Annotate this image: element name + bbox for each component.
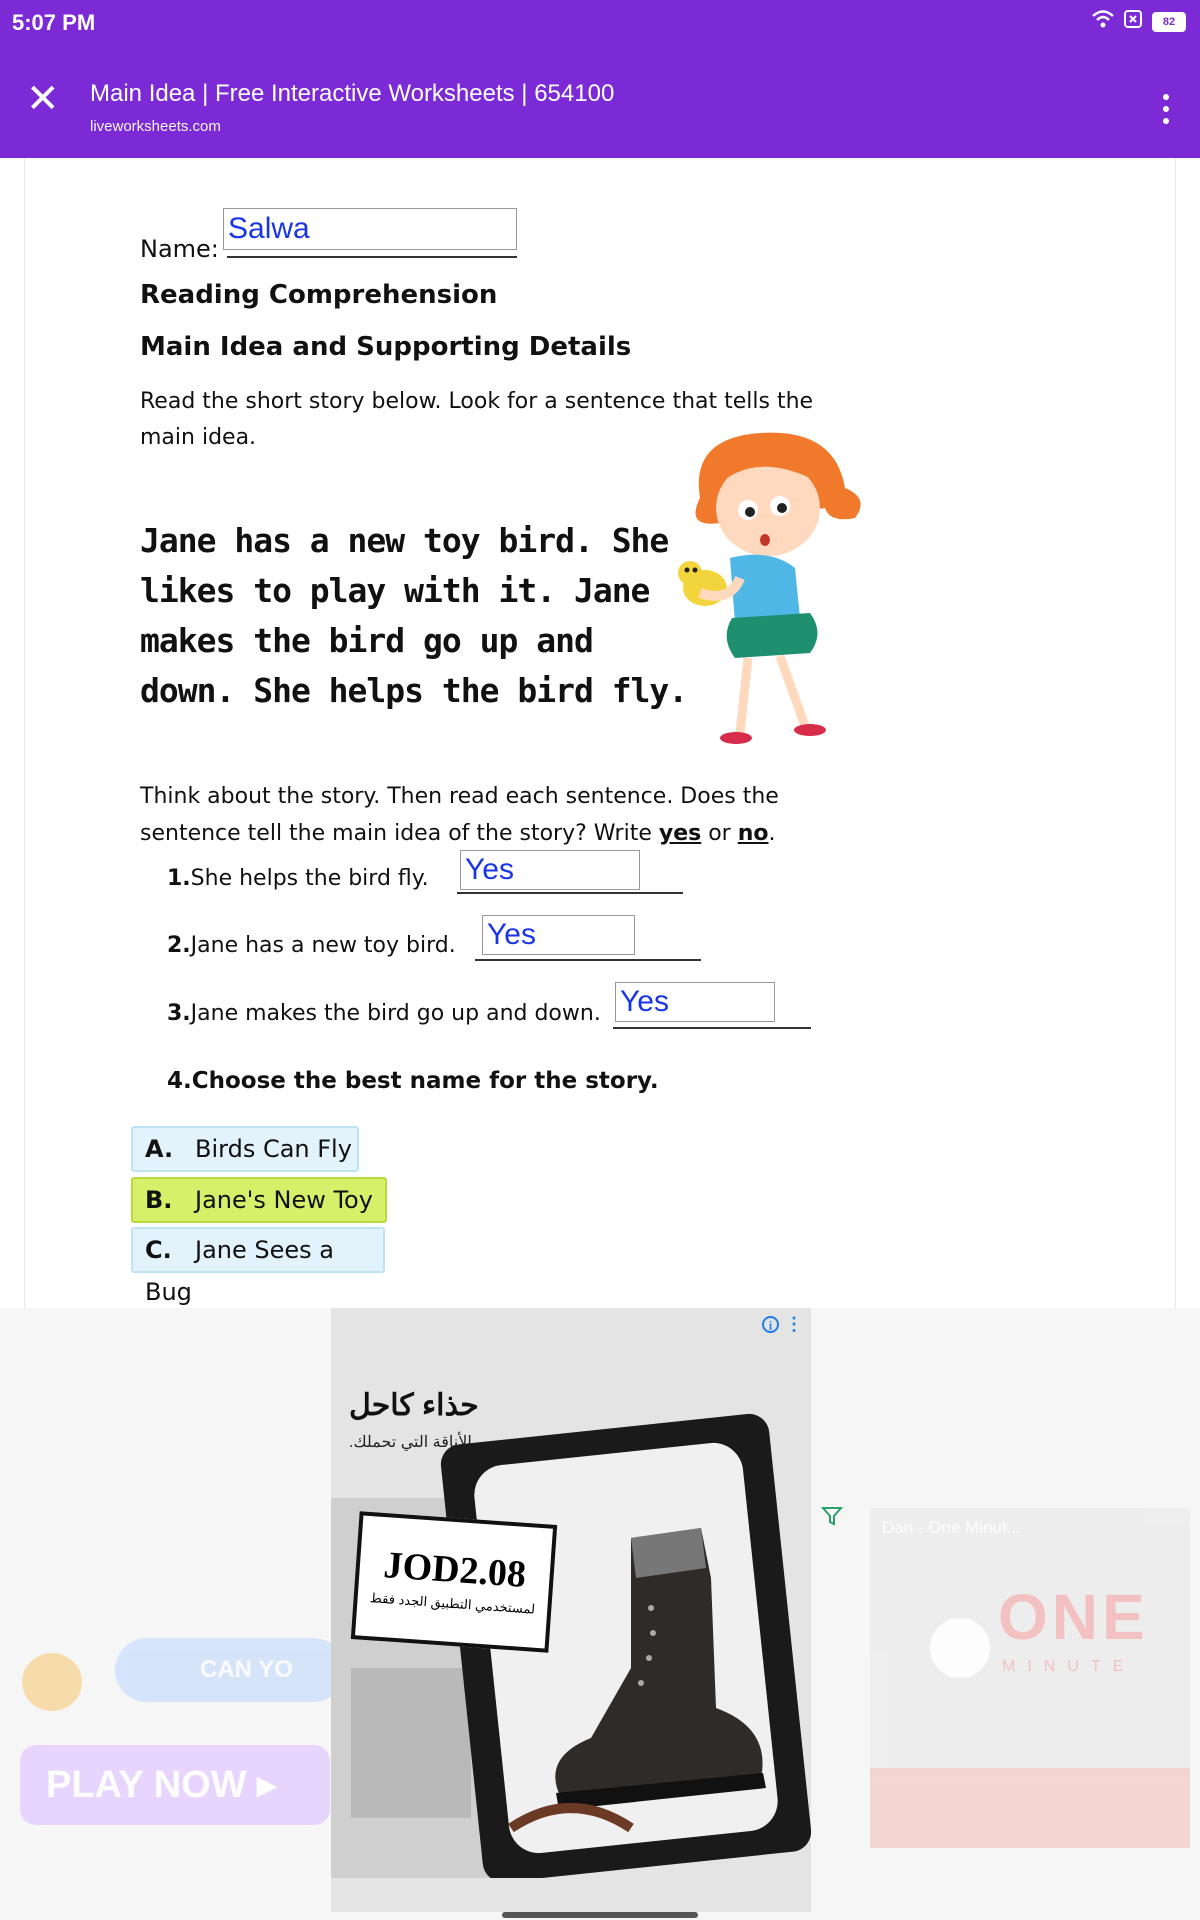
heading-reading-comprehension: Reading Comprehension: [140, 280, 498, 310]
answer-underline: [475, 959, 701, 961]
screenshot-icon: [1124, 10, 1142, 33]
question-3: 3.Jane makes the bird go up and down.: [167, 1001, 601, 1026]
video-thumbnail-strip: [870, 1768, 1190, 1848]
home-indicator[interactable]: [502, 1912, 698, 1918]
page-title: Main Idea | Free Interactive Worksheets | 654100: [90, 80, 615, 107]
game-character-icon: [22, 1653, 82, 1711]
shoe-advertisement[interactable]: [331, 1308, 811, 1912]
ad-menu-icon[interactable]: ⋮: [785, 1314, 803, 1334]
play-now-button[interactable]: PLAY NOW ▸: [20, 1745, 330, 1825]
wifi-icon: [1092, 10, 1114, 33]
video-logo: ONE: [998, 1581, 1149, 1653]
status-time: 5:07 PM: [12, 10, 96, 35]
girl-with-bird-illustration: [660, 428, 920, 758]
price-tag: [351, 1511, 557, 1653]
game-sound-pill[interactable]: CAN YO: [115, 1638, 345, 1702]
no-keyword: no: [737, 821, 769, 846]
choice-a[interactable]: A. Birds Can Fly: [131, 1126, 359, 1172]
story-text: Jane has a new toy bird. She likes to play with it. Jane makes the bird go up and down. She helps the bird fly.: [140, 521, 688, 710]
ad-price-note: لمستخدمي التطبيق الجدد فقط: [369, 1590, 536, 1617]
browser-app-bar: [0, 46, 1200, 158]
status-bar: [0, 0, 1200, 46]
ad-area: [0, 1308, 1200, 1920]
answer-input-3[interactable]: Yes: [615, 982, 775, 1022]
battery-icon: 82: [1152, 12, 1186, 32]
play-icon[interactable]: [930, 1618, 990, 1678]
choice-c[interactable]: C. Jane Sees a Bug: [131, 1227, 385, 1273]
ad-subline: الأناقة التي تحملك.: [349, 1434, 472, 1451]
question-4: 4.Choose the best name for the story.: [167, 1068, 659, 1094]
name-underline: [227, 256, 517, 258]
instruction-text: Read the short story below. Look for a sentence that tells the main idea.: [140, 389, 814, 450]
ad-headline: حذاء كاحل: [349, 1389, 479, 1422]
video-logo-sub: MINUTE: [1002, 1658, 1136, 1675]
answer-input-2[interactable]: Yes: [482, 915, 635, 955]
answer-input-1[interactable]: Yes: [460, 850, 640, 890]
ad-info-icon[interactable]: i: [762, 1316, 779, 1333]
heading-main-idea: Main Idea and Supporting Details: [140, 332, 632, 362]
boot-product-image: [331, 1408, 811, 1878]
page-domain: liveworksheets.com: [90, 118, 221, 135]
status-icons: [1092, 10, 1186, 33]
video-title: Dan - One Minut...: [882, 1518, 1021, 1537]
overflow-menu-icon[interactable]: [1162, 94, 1170, 124]
name-label: Name:: [140, 235, 219, 263]
yes-keyword: yes: [658, 821, 702, 846]
question-1: 1.She helps the bird fly.: [167, 866, 429, 891]
choice-b-selected[interactable]: B. Jane's New Toy: [131, 1177, 387, 1223]
ad-filter-icon[interactable]: [820, 1504, 844, 1535]
question-instructions: Think about the story. Then read each sentence. Does the sentence tell the main idea of the story? Write yes or no.: [140, 784, 779, 846]
name-input[interactable]: Salwa: [223, 208, 517, 250]
answer-underline: [613, 1027, 811, 1029]
close-icon[interactable]: ✕: [26, 77, 60, 121]
background-video-thumbnail[interactable]: [870, 1508, 1190, 1778]
ad-choices[interactable]: [762, 1314, 803, 1335]
answer-underline: [457, 892, 683, 894]
worksheet: [24, 158, 1176, 1308]
ad-price: JOD2.08: [382, 1544, 528, 1596]
question-2: 2.Jane has a new toy bird.: [167, 933, 456, 958]
